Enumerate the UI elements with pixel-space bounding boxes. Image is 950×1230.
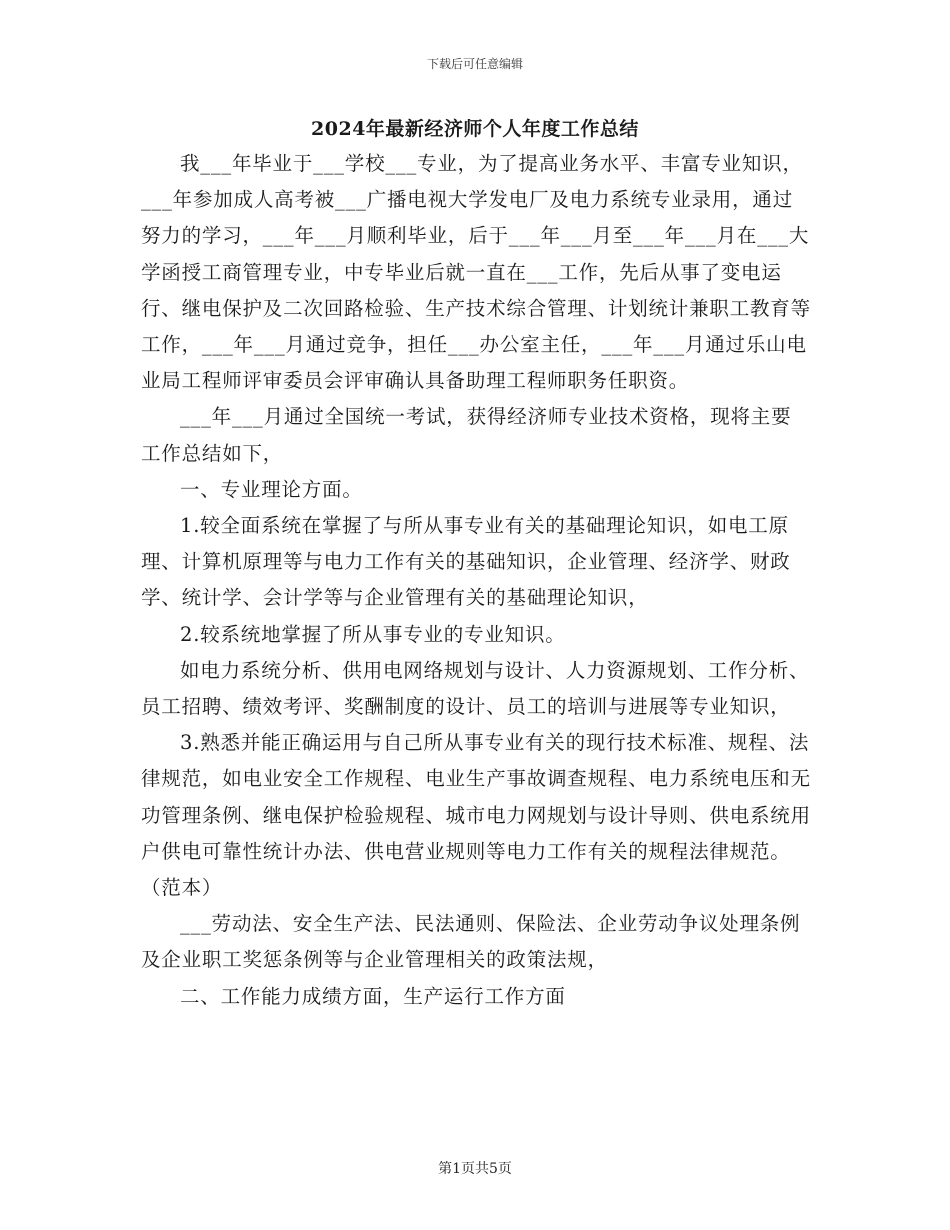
paragraph-qualification: ___年___月通过全国统一考试，获得经济师专业技术资格，现将主要工作总结如下， xyxy=(141,405,792,465)
page-header-note: 下载后可任意编辑 xyxy=(426,57,523,71)
page-number: 第1页共5页 xyxy=(438,1161,512,1177)
paragraph-item-3: 3.熟悉并能正确运用与自己所从事专业有关的现行技术标准、规程、法律规范，如电业安全工作规程、电业生产事故调查规程、电力系统电压和无功管理条例、继电保护检验规程、城市电力网规划与设计导则、供电系统用户供电可靠性统计办法、供电营业规则等电力工作有关的规程法律规范。（范本） xyxy=(141,731,811,900)
document-title: 2024年最新经济师个人年度工作总结 xyxy=(311,118,639,140)
paragraph-item-1: 1.较全面系统在掌握了与所从事专业有关的基础理论知识，如电工原理、计算机原理等与电力工作有关的基础知识，企业管理、经济学、财政学、统计学、会计学等与企业管理有关的基础理论知识， xyxy=(141,514,791,610)
paragraph-item-2-detail: 如电力系统分析、供用电网络规划与设计、人力资源规划、工作分析、员工招聘、绩效考评、奖酬制度的设计、员工的培训与进展等专业知识， xyxy=(141,658,810,719)
paragraph-item-2: 2.较系统地掌握了所从事专业的专业知识。 xyxy=(180,622,566,646)
section-heading-ability: 二、工作能力成绩方面，生产运行工作方面 xyxy=(180,984,566,1008)
paragraph-regulations: ___劳动法、安全生产法、民法通则、保险法、企业劳动争议处理条例及企业职工奖惩条例等与企业管理相关的政策法规， xyxy=(141,912,801,972)
paragraph-intro: 我___年毕业于___学校___专业，为了提高业务水平、丰富专业知识，___年参加成人高考被___广播电视大学发电厂及电力系统专业录用，通过努力的学习，___年___月顺利毕业，后于___年___月至___年___月在___大学函授工商管理专业，中专毕业后就一直在___工作，先后从事了变电运行、继电保护及二次回路检验、生产技术综合管理、计划统计兼职工教育等工作，___年___月通过竞争，担任___办公室主任，___年___月通过乐山电业局工程师评审委员会评审确认具备助理工程师职务任职资。 xyxy=(141,152,811,393)
section-heading-theory: 一、专业理论方面。 xyxy=(180,477,363,501)
document-body xyxy=(141,146,811,1015)
